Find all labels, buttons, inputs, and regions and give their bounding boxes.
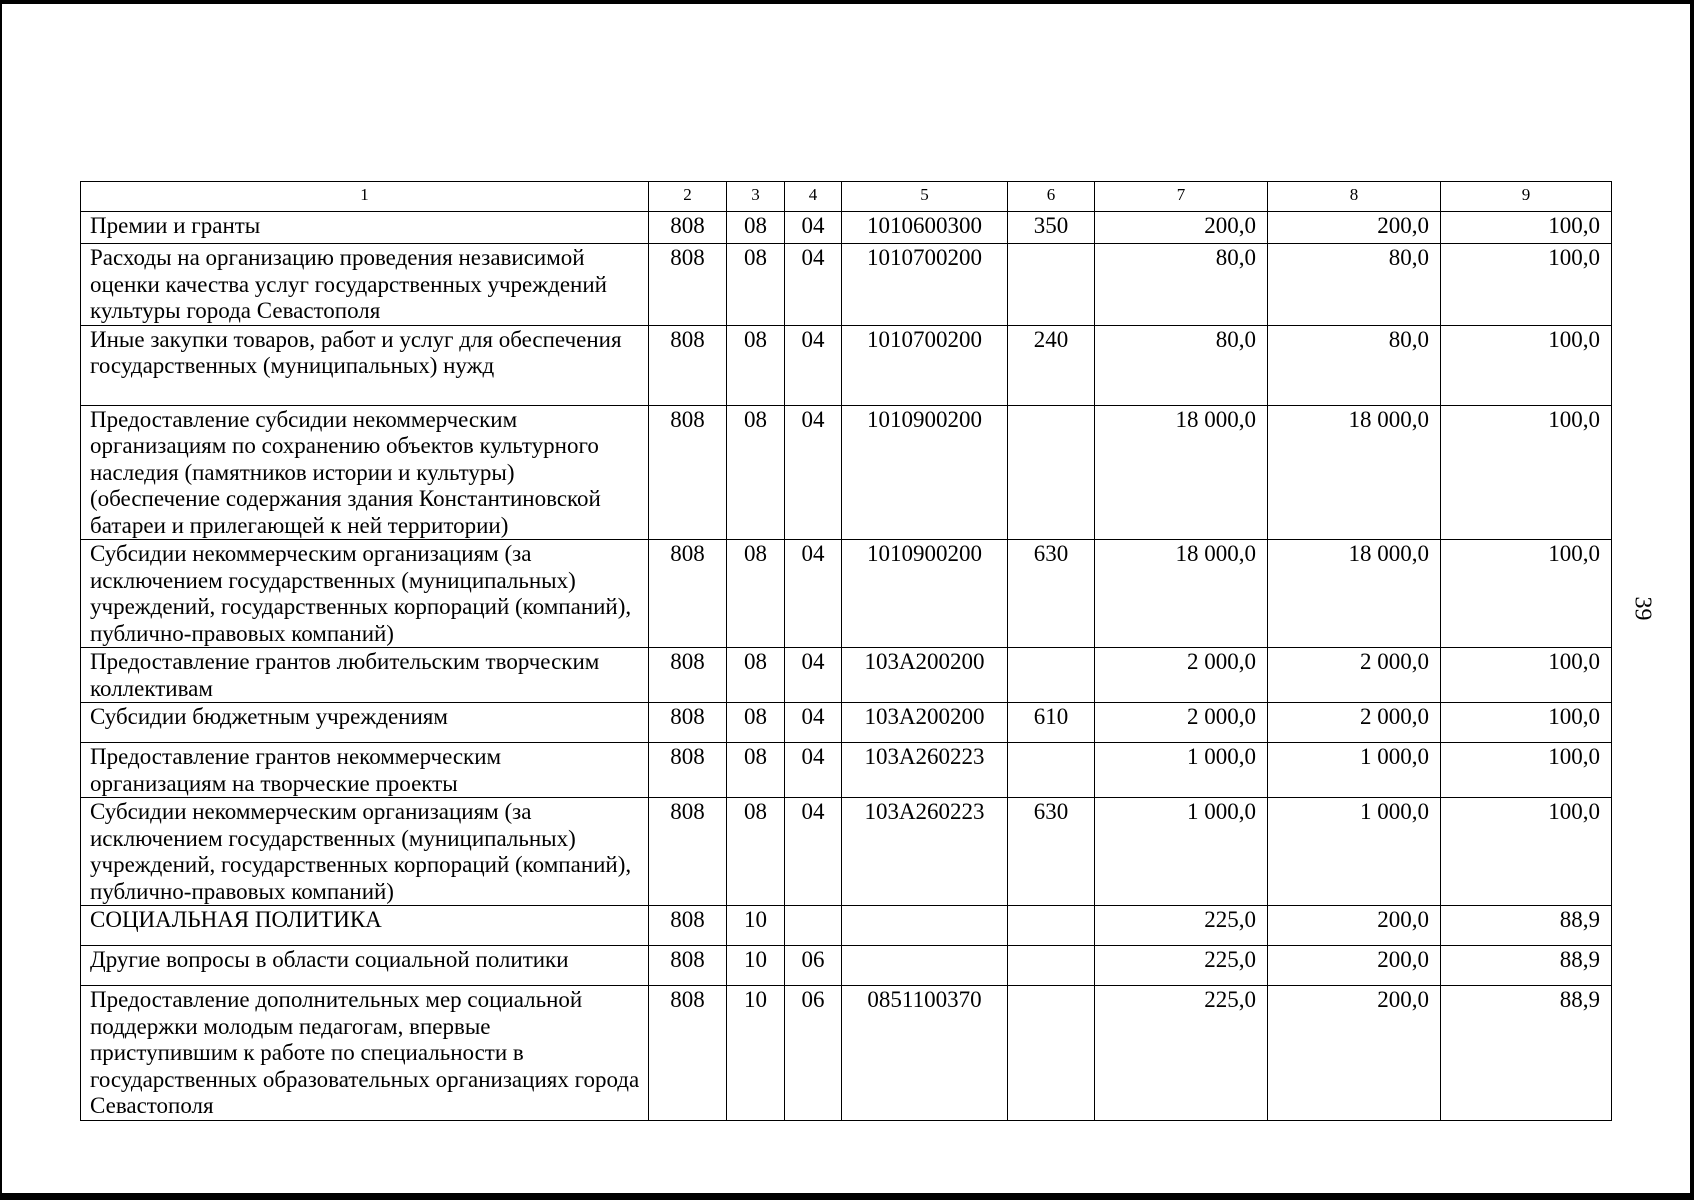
cell-section: 08 <box>727 648 785 703</box>
cell-col8: 2 000,0 <box>1268 648 1441 703</box>
cell-col9: 100,0 <box>1441 648 1612 703</box>
cell-subsection: 04 <box>785 212 842 244</box>
cell-col8: 80,0 <box>1268 244 1441 326</box>
cell-target-article: 0851100370 <box>842 986 1008 1121</box>
table-row <box>81 648 1612 703</box>
cell-target-article: 1010700200 <box>842 244 1008 326</box>
row-name: Предоставление субсидии некоммерческим организациям по сохранению объектов культурного наследия (памятников истории и культуры) (обеспечение содержания здания Константиновской батареи и прилегающей к ней территории) <box>81 405 649 540</box>
cell-col8: 1 000,0 <box>1268 798 1441 906</box>
table-row <box>81 405 1612 540</box>
cell-col8: 80,0 <box>1268 325 1441 405</box>
cell-ministry: 808 <box>649 946 727 986</box>
cell-section: 08 <box>727 244 785 326</box>
cell-ministry: 808 <box>649 405 727 540</box>
cell-subsection: 06 <box>785 946 842 986</box>
cell-section: 08 <box>727 798 785 906</box>
cell-col9: 100,0 <box>1441 540 1612 648</box>
cell-target-article: 1010900200 <box>842 405 1008 540</box>
cell-section: 08 <box>727 703 785 743</box>
cell-subsection: 06 <box>785 986 842 1121</box>
cell-col7: 1 000,0 <box>1095 743 1268 798</box>
budget-table <box>80 181 1612 1121</box>
scan-bottom-edge <box>0 1193 1694 1200</box>
cell-target-article: 103A260223 <box>842 743 1008 798</box>
cell-ministry: 808 <box>649 703 727 743</box>
cell-col7: 2 000,0 <box>1095 648 1268 703</box>
cell-ministry: 808 <box>649 540 727 648</box>
table-row <box>81 743 1612 798</box>
header-cell: 4 <box>785 182 842 212</box>
cell-ministry: 808 <box>649 986 727 1121</box>
row-name: Другие вопросы в области социальной политики <box>81 946 649 986</box>
table-row <box>81 946 1612 986</box>
cell-ministry: 808 <box>649 244 727 326</box>
header-cell: 1 <box>81 182 649 212</box>
header-cell: 3 <box>727 182 785 212</box>
cell-expense-type <box>1008 906 1095 946</box>
row-name: СОЦИАЛЬНАЯ ПОЛИТИКА <box>81 906 649 946</box>
cell-section: 08 <box>727 743 785 798</box>
cell-ministry: 808 <box>649 648 727 703</box>
table-row <box>81 212 1612 244</box>
cell-col9: 100,0 <box>1441 405 1612 540</box>
cell-col8: 200,0 <box>1268 946 1441 986</box>
cell-col9: 100,0 <box>1441 798 1612 906</box>
cell-section: 08 <box>727 212 785 244</box>
cell-col8: 2 000,0 <box>1268 703 1441 743</box>
cell-col7: 2 000,0 <box>1095 703 1268 743</box>
cell-col8: 18 000,0 <box>1268 540 1441 648</box>
cell-col7: 18 000,0 <box>1095 540 1268 648</box>
table-row <box>81 906 1612 946</box>
cell-target-article <box>842 906 1008 946</box>
cell-ministry: 808 <box>649 906 727 946</box>
cell-target-article: 103A200200 <box>842 703 1008 743</box>
row-name: Расходы на организацию проведения независимой оценки качества услуг государственных учреждений культуры города Севастополя <box>81 244 649 326</box>
header-cell: 6 <box>1008 182 1095 212</box>
cell-col8: 200,0 <box>1268 986 1441 1121</box>
cell-subsection: 04 <box>785 325 842 405</box>
cell-section: 08 <box>727 405 785 540</box>
cell-col9: 100,0 <box>1441 212 1612 244</box>
cell-subsection: 04 <box>785 244 842 326</box>
cell-section: 08 <box>727 325 785 405</box>
cell-ministry: 808 <box>649 212 727 244</box>
cell-section: 08 <box>727 540 785 648</box>
cell-expense-type <box>1008 405 1095 540</box>
cell-expense-type <box>1008 986 1095 1121</box>
cell-target-article: 1010900200 <box>842 540 1008 648</box>
table-row <box>81 986 1612 1121</box>
row-name: Предоставление грантов некоммерческим организациям на творческие проекты <box>81 743 649 798</box>
cell-expense-type: 630 <box>1008 540 1095 648</box>
cell-col7: 80,0 <box>1095 244 1268 326</box>
scan-right-edge <box>1690 0 1694 1200</box>
cell-col7: 225,0 <box>1095 906 1268 946</box>
cell-subsection: 04 <box>785 703 842 743</box>
cell-col9: 100,0 <box>1441 244 1612 326</box>
cell-col9: 100,0 <box>1441 703 1612 743</box>
row-name: Субсидии бюджетным учреждениям <box>81 703 649 743</box>
header-cell: 5 <box>842 182 1008 212</box>
cell-subsection <box>785 906 842 946</box>
page-number: 39 <box>1629 596 1656 621</box>
row-name: Иные закупки товаров, работ и услуг для обеспечения государственных (муниципальных) нужд <box>81 325 649 405</box>
cell-target-article: 1010600300 <box>842 212 1008 244</box>
cell-col7: 18 000,0 <box>1095 405 1268 540</box>
cell-expense-type: 610 <box>1008 703 1095 743</box>
table-row <box>81 703 1612 743</box>
row-name: Субсидии некоммерческим организациям (за исключением государственных (муниципальных) учреждений, государственных корпораций (компаний), публично-правовых компаний) <box>81 540 649 648</box>
header-cell: 8 <box>1268 182 1441 212</box>
cell-subsection: 04 <box>785 798 842 906</box>
cell-expense-type: 350 <box>1008 212 1095 244</box>
cell-subsection: 04 <box>785 540 842 648</box>
table-row <box>81 540 1612 648</box>
cell-ministry: 808 <box>649 798 727 906</box>
cell-expense-type: 630 <box>1008 798 1095 906</box>
cell-section: 10 <box>727 946 785 986</box>
cell-col7: 80,0 <box>1095 325 1268 405</box>
cell-subsection: 04 <box>785 743 842 798</box>
row-name: Премии и гранты <box>81 212 649 244</box>
cell-target-article: 103A260223 <box>842 798 1008 906</box>
cell-section: 10 <box>727 906 785 946</box>
cell-col8: 18 000,0 <box>1268 405 1441 540</box>
cell-col9: 88,9 <box>1441 946 1612 986</box>
cell-col8: 1 000,0 <box>1268 743 1441 798</box>
cell-subsection: 04 <box>785 648 842 703</box>
scan-top-edge <box>0 0 1694 4</box>
table-row <box>81 798 1612 906</box>
row-name: Предоставление грантов любительским творческим коллективам <box>81 648 649 703</box>
cell-target-article: 1010700200 <box>842 325 1008 405</box>
cell-col9: 100,0 <box>1441 743 1612 798</box>
header-row <box>81 182 1612 212</box>
cell-target-article: 103A200200 <box>842 648 1008 703</box>
row-name: Предоставление дополнительных мер социальной поддержки молодым педагогам, впервые приступившим к работе по специальности в государственных образовательных организациях города Севастополя <box>81 986 649 1121</box>
cell-section: 10 <box>727 986 785 1121</box>
cell-ministry: 808 <box>649 325 727 405</box>
cell-ministry: 808 <box>649 743 727 798</box>
cell-expense-type <box>1008 743 1095 798</box>
cell-subsection: 04 <box>785 405 842 540</box>
header-cell: 7 <box>1095 182 1268 212</box>
cell-col7: 1 000,0 <box>1095 798 1268 906</box>
row-name: Субсидии некоммерческим организациям (за исключением государственных (муниципальных) учреждений, государственных корпораций (компаний), публично-правовых компаний) <box>81 798 649 906</box>
cell-expense-type <box>1008 244 1095 326</box>
cell-col7: 225,0 <box>1095 986 1268 1121</box>
header-cell: 2 <box>649 182 727 212</box>
table-row <box>81 244 1612 326</box>
table-row <box>81 325 1612 405</box>
cell-expense-type <box>1008 648 1095 703</box>
header-cell: 9 <box>1441 182 1612 212</box>
cell-col8: 200,0 <box>1268 906 1441 946</box>
scan-left-edge <box>0 0 2 1200</box>
cell-target-article <box>842 946 1008 986</box>
cell-expense-type <box>1008 946 1095 986</box>
cell-expense-type: 240 <box>1008 325 1095 405</box>
cell-col9: 100,0 <box>1441 325 1612 405</box>
cell-col9: 88,9 <box>1441 906 1612 946</box>
cell-col7: 225,0 <box>1095 946 1268 986</box>
cell-col9: 88,9 <box>1441 986 1612 1121</box>
cell-col8: 200,0 <box>1268 212 1441 244</box>
cell-col7: 200,0 <box>1095 212 1268 244</box>
